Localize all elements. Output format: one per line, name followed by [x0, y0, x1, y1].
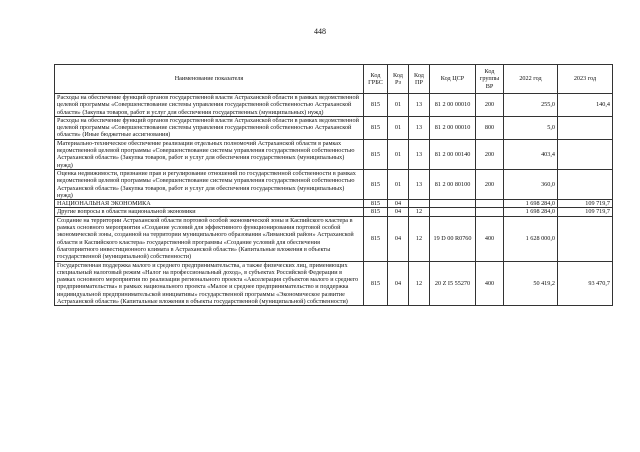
row-grbs: 815 — [364, 200, 388, 208]
row-grbs: 815 — [364, 208, 388, 216]
row-vr — [476, 200, 504, 208]
row-vr: 200 — [476, 94, 504, 117]
header-pr: Код ПР — [409, 65, 430, 94]
row-csr: 81 2 00 00010 — [430, 116, 476, 139]
table-row — [55, 116, 613, 139]
header-2023: 2023 год — [558, 65, 613, 94]
row-name: Оценка недвижимости, признание прав и регулирование отношений по государственной собственности в рамках ведомственной целевой программы «Совершенствование системы управления государственной собственностью Астраханской области» (Закупка товаров, работ и услуг для обеспечения государственных (муниципальных) нужд) — [55, 169, 364, 199]
row-2023: 109 719,7 — [558, 208, 613, 216]
row-name: Расходы на обеспечение функций органов государственной власти Астраханской области в рамках ведомственной целевой программы «Совершенствование системы управления государственной собственностью Астраханской области» (Иные бюджетные ассигнования) — [55, 116, 364, 139]
row-2022: 403,4 — [504, 139, 558, 169]
row-2023 — [558, 216, 613, 261]
row-2022: 1 628 000,0 — [504, 216, 558, 261]
row-name: НАЦИОНАЛЬНАЯ ЭКОНОМИКА — [55, 200, 364, 208]
row-pr: 12 — [409, 261, 430, 306]
row-grbs: 815 — [364, 139, 388, 169]
row-pr: 13 — [409, 116, 430, 139]
row-2023 — [558, 116, 613, 139]
header-csr: Код ЦСР — [430, 65, 476, 94]
row-2023 — [558, 169, 613, 199]
row-2022: 1 698 284,0 — [504, 200, 558, 208]
row-2022: 1 698 284,0 — [504, 208, 558, 216]
table-row — [55, 208, 613, 216]
row-2023: 140,4 — [558, 94, 613, 117]
row-rz: 01 — [388, 169, 409, 199]
row-vr: 200 — [476, 139, 504, 169]
header-grbs: Код ГРБС — [364, 65, 388, 94]
row-pr: 12 — [409, 208, 430, 216]
row-rz: 01 — [388, 94, 409, 117]
row-2023 — [558, 139, 613, 169]
row-csr: 81 2 00 00140 — [430, 139, 476, 169]
row-2022: 255,0 — [504, 94, 558, 117]
header-name: Наименование показателя — [55, 65, 364, 94]
row-csr: 19 D 00 R0760 — [430, 216, 476, 261]
row-rz: 04 — [388, 261, 409, 306]
row-pr — [409, 200, 430, 208]
budget-table — [54, 64, 613, 306]
row-csr: 81 2 00 00010 — [430, 94, 476, 117]
row-pr: 13 — [409, 139, 430, 169]
row-name: Другие вопросы в области национальной экономики — [55, 208, 364, 216]
header-rz: Код Рз — [388, 65, 409, 94]
row-2023: 93 470,7 — [558, 261, 613, 306]
row-grbs: 815 — [364, 261, 388, 306]
row-rz: 01 — [388, 139, 409, 169]
row-csr — [430, 200, 476, 208]
row-grbs: 815 — [364, 94, 388, 117]
table-row — [55, 261, 613, 306]
header-vr: Код группы ВР — [476, 65, 504, 94]
row-rz: 04 — [388, 208, 409, 216]
row-name: Материально-техническое обеспечение реализации отдельных полномочий Астраханской области в рамках ведомственной целевой программы «Совершенствование системы управления государственной собственностью Астраханской области» (Закупка товаров, работ и услуг для обеспечения государственных (муниципальных) нужд) — [55, 139, 364, 169]
row-grbs: 815 — [364, 216, 388, 261]
row-grbs: 815 — [364, 169, 388, 199]
row-2023: 109 719,7 — [558, 200, 613, 208]
table-header-row — [55, 65, 613, 94]
row-vr: 400 — [476, 261, 504, 306]
row-vr: 200 — [476, 169, 504, 199]
row-rz: 01 — [388, 116, 409, 139]
row-csr — [430, 208, 476, 216]
row-pr: 13 — [409, 94, 430, 117]
row-grbs: 815 — [364, 116, 388, 139]
row-vr: 400 — [476, 216, 504, 261]
table-row — [55, 94, 613, 117]
row-rz: 04 — [388, 200, 409, 208]
row-name: Расходы на обеспечение функций органов государственной власти Астраханской области в рамках ведомственной целевой программы «Совершенствование системы управления государственной собственностью Астраханской области» (Закупка товаров, работ и услуг для обеспечения государственных (муниципальных) нужд) — [55, 94, 364, 117]
row-2022: 5,0 — [504, 116, 558, 139]
row-rz: 04 — [388, 216, 409, 261]
row-2022: 50 419,2 — [504, 261, 558, 306]
row-vr — [476, 208, 504, 216]
table-row — [55, 169, 613, 199]
page-number: 448 — [314, 27, 326, 36]
row-name: Создание на территории Астраханской области портовой особой экономической зоны и Каспийского кластера в рамках основного мероприятия «Создание условий для эффективного функционирования портовой особой экономической зоны, созданной на территории муниципального образования «Лиманский район» Астраханской области и Каспийского кластера» государственной программы «Создание условий для обеспечения благоприятного инвестиционного климата в Астраханской области» (Капитальные вложения в объекты государственной (муниципальной) собственности) — [55, 216, 364, 261]
row-name: Государственная поддержка малого и среднего предпринимательства, а также физических лиц, применяющих специальный налоговый режим «Налог на профессиональный доход», в субъектах Российской Федерации в рамках основного мероприятия по реализации регионального проекта «Акселерация субъектов малого и среднего предпринимательства» в рамках национального проекта «Малое и среднее предпринимательство и поддержка индивидуальной предпринимательской инициативы» государственной программы «Экономическое развитие Астраханской области» (Капитальные вложения в объекты государственной (муниципальной) собственности) — [55, 261, 364, 306]
row-csr: 20 Z I5 55270 — [430, 261, 476, 306]
table-row — [55, 216, 613, 261]
row-vr: 800 — [476, 116, 504, 139]
header-2022: 2022 год — [504, 65, 558, 94]
row-pr: 13 — [409, 169, 430, 199]
table-row — [55, 139, 613, 169]
row-csr: 81 2 00 80100 — [430, 169, 476, 199]
row-pr: 12 — [409, 216, 430, 261]
row-2022: 360,0 — [504, 169, 558, 199]
table-row — [55, 200, 613, 208]
